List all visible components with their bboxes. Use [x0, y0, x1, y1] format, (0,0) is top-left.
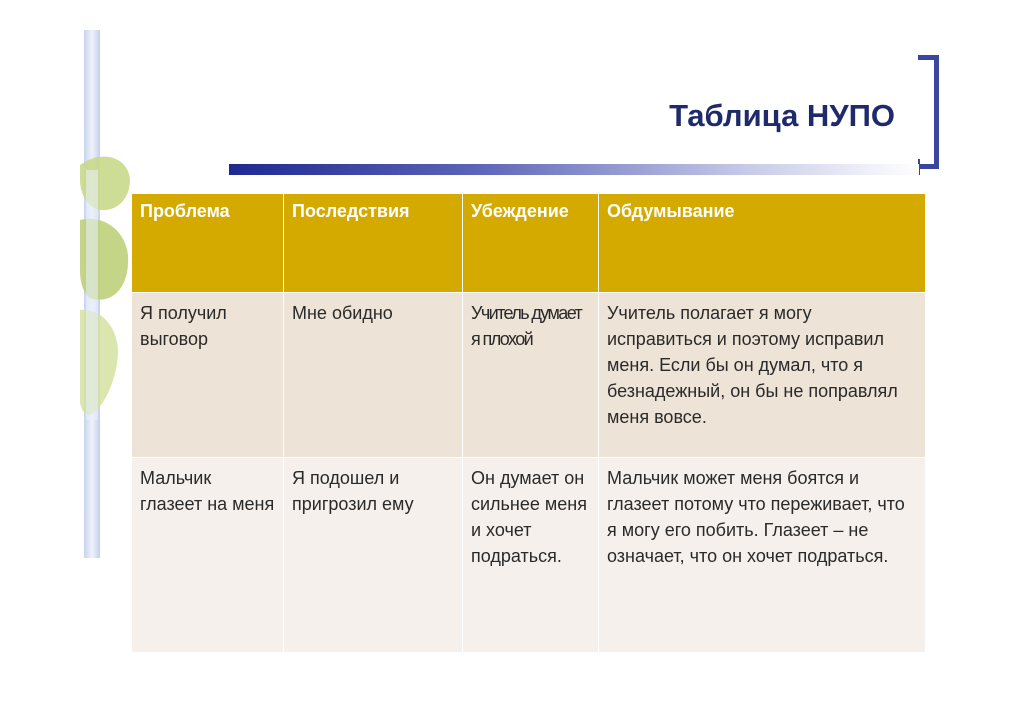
- cell-problem: Я получил выговор: [132, 293, 284, 458]
- table-row: [132, 293, 926, 458]
- cell-belief: Учитель думает я плохой: [463, 293, 599, 458]
- table-row: [132, 458, 926, 653]
- cell-consequences: Мне обидно: [284, 293, 463, 458]
- slide-title: Таблица НУПО: [669, 98, 895, 133]
- cell-consequences: Я подошел и пригрозил ему: [284, 458, 463, 653]
- cell-reflection: Мальчик может меня боятся и глазеет потому что переживает, что я могу его побить. Глазеет – не означает, что он хочет подраться.: [599, 458, 926, 653]
- cell-reflection: Учитель полагает я могу исправиться и поэтому исправил меня. Если бы он думал, что я безнадежный, он бы не поправлял меня вовсе.: [599, 293, 926, 458]
- header-problem: Проблема: [132, 194, 284, 293]
- nupo-table: [131, 193, 926, 653]
- title-underline-bar: [229, 164, 919, 175]
- decorative-ribbon-graphic: [80, 30, 130, 560]
- decorative-bracket: [918, 55, 939, 169]
- cell-belief: Он думает он сильнее меня и хочет подраться.: [463, 458, 599, 653]
- header-consequences: Последствия: [284, 194, 463, 293]
- header-belief: Убеждение: [463, 194, 599, 293]
- table-header-row: [132, 194, 926, 293]
- header-reflection: Обдумывание: [599, 194, 926, 293]
- cell-problem: Мальчик глазеет на меня: [132, 458, 284, 653]
